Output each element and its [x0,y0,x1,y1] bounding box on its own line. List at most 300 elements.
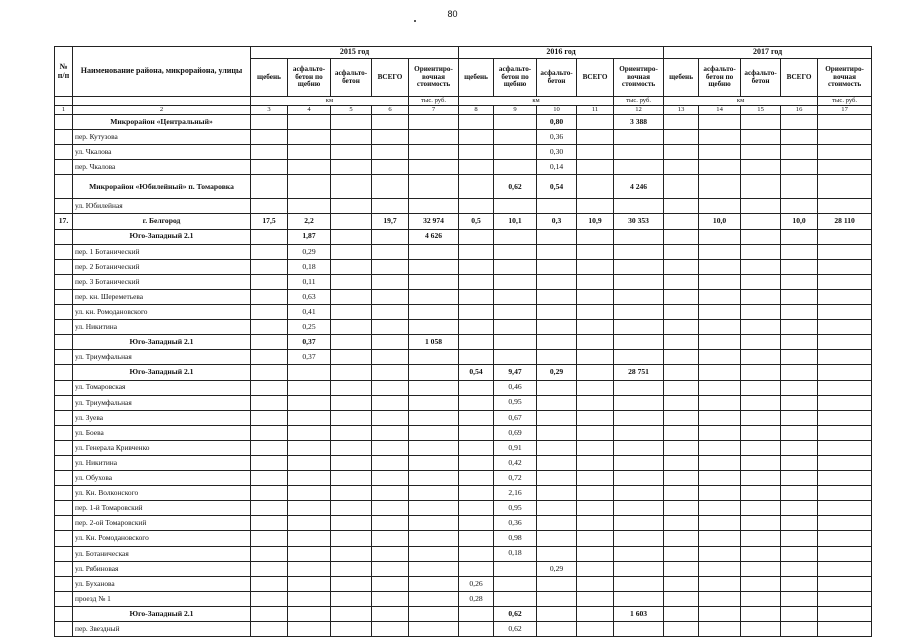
value-cell [459,606,494,621]
value-cell: 0,46 [494,380,537,395]
street-name: ул. Томаровская [73,380,251,395]
value-cell [459,440,494,455]
sub-header: асфальто-бетон [537,59,577,97]
value-cell [459,425,494,440]
table-row [55,606,872,621]
value-cell [577,350,614,365]
value-cell [459,546,494,561]
row-number [55,591,73,606]
value-cell [818,591,872,606]
value-cell [577,501,614,516]
value-cell [331,395,372,410]
value-cell [288,145,331,160]
value-cell [459,501,494,516]
table-body [55,115,872,637]
value-cell [577,130,614,145]
column-number: 7 [409,106,459,115]
value-cell [818,259,872,274]
value-cell [741,175,781,199]
value-cell [577,365,614,380]
unit-km: км [459,97,614,106]
value-cell [664,115,699,130]
value-cell [781,486,818,501]
value-cell [372,561,409,576]
table-row [55,259,872,274]
value-cell [331,130,372,145]
value-cell [372,546,409,561]
value-cell [614,380,664,395]
value-cell [664,160,699,175]
value-cell: 0,41 [288,305,331,320]
value-cell [781,516,818,531]
value-cell [459,130,494,145]
row-number [55,244,73,259]
value-cell: 0,36 [494,516,537,531]
value-cell [818,160,872,175]
street-name: ул. Кн. Ромодановского [73,531,251,546]
value-cell [781,531,818,546]
street-name: проезд № 1 [73,591,251,606]
value-cell: 30 353 [614,214,664,229]
value-cell [577,115,614,130]
value-cell [459,486,494,501]
value-cell [288,115,331,130]
value-cell: 0,37 [288,335,331,350]
value-cell [251,289,288,304]
value-cell [781,244,818,259]
value-cell [664,274,699,289]
value-cell [614,395,664,410]
value-cell [251,115,288,130]
value-cell [537,395,577,410]
year-header-row [55,47,872,59]
value-cell [664,229,699,244]
value-cell [664,175,699,199]
row-number [55,576,73,591]
value-cell [781,350,818,365]
value-cell [331,531,372,546]
value-cell [331,199,372,214]
value-cell [818,130,872,145]
value-cell [577,395,614,410]
value-cell [288,591,331,606]
district-name: г. Белгород [73,214,251,229]
value-cell [664,380,699,395]
row-number [55,395,73,410]
table-row [55,561,872,576]
value-cell [699,471,741,486]
value-cell [331,591,372,606]
value-cell [537,229,577,244]
value-cell: 0,54 [459,365,494,380]
value-cell: 10,1 [494,214,537,229]
sub-header: Ориентиро-вочная стоимость [818,59,872,97]
sub-header: асфальто-бетон [741,59,781,97]
value-cell [331,622,372,637]
value-cell [459,175,494,199]
value-cell [409,305,459,320]
value-cell [577,576,614,591]
value-cell [781,576,818,591]
value-cell [818,365,872,380]
value-cell [818,115,872,130]
value-cell: 1 603 [614,606,664,621]
value-cell [251,606,288,621]
value-cell [331,561,372,576]
value-cell [288,395,331,410]
value-cell [288,175,331,199]
value-cell [409,259,459,274]
column-number: 13 [664,106,699,115]
column-number: 8 [459,106,494,115]
value-cell [409,486,459,501]
value-cell [251,440,288,455]
value-cell [577,274,614,289]
street-name: ул. Генерала Кривченко [73,440,251,455]
street-name: пер. кн. Шереметьева [73,289,251,304]
value-cell [577,335,614,350]
table-row [55,531,872,546]
value-cell [331,274,372,289]
value-cell [409,244,459,259]
value-cell [459,274,494,289]
sub-header: ВСЕГО [372,59,409,97]
value-cell [741,546,781,561]
value-cell [699,175,741,199]
value-cell: 0,95 [494,395,537,410]
value-cell [741,471,781,486]
value-cell: 0,62 [494,606,537,621]
street-name: ул. Никитина [73,320,251,335]
value-cell [537,501,577,516]
value-cell [818,410,872,425]
value-cell [818,516,872,531]
value-cell [372,531,409,546]
row-number [55,350,73,365]
value-cell [409,531,459,546]
value-cell [409,425,459,440]
table-row [55,410,872,425]
table-row [55,320,872,335]
row-number [55,259,73,274]
street-name: пер. Звездный [73,622,251,637]
value-cell [372,115,409,130]
row-number [55,145,73,160]
value-cell [251,145,288,160]
table-row [55,274,872,289]
street-name: пер. 2 Ботанический [73,259,251,274]
value-cell [741,289,781,304]
value-cell [251,410,288,425]
value-cell [781,115,818,130]
value-cell [494,350,537,365]
value-cell [577,160,614,175]
value-cell [699,455,741,470]
value-cell [781,591,818,606]
value-cell [741,130,781,145]
value-cell [409,546,459,561]
value-cell [699,244,741,259]
value-cell [251,259,288,274]
value-cell [699,305,741,320]
value-cell [459,259,494,274]
value-cell [614,440,664,455]
value-cell [781,471,818,486]
table-row [55,486,872,501]
street-name: ул. Ботаническая [73,546,251,561]
value-cell [459,289,494,304]
value-cell [614,320,664,335]
value-cell: 9,47 [494,365,537,380]
value-cell [577,229,614,244]
table-row [55,305,872,320]
district-name: Юго-Западный 2.1 [73,365,251,380]
value-cell [331,471,372,486]
table-row [55,591,872,606]
value-cell [577,320,614,335]
street-name: ул. Боева [73,425,251,440]
value-cell [614,546,664,561]
table-row [55,455,872,470]
table-row [55,115,872,130]
value-cell [741,516,781,531]
value-cell [288,160,331,175]
value-cell [741,622,781,637]
value-cell: 4 246 [614,175,664,199]
sub-header: щебень [251,59,288,97]
value-cell [537,516,577,531]
value-cell [781,622,818,637]
value-cell [459,622,494,637]
value-cell [251,516,288,531]
value-cell: 2,16 [494,486,537,501]
sub-header: ВСЕГО [781,59,818,97]
value-cell [372,425,409,440]
value-cell [372,175,409,199]
value-cell [494,259,537,274]
value-cell: 4 626 [409,229,459,244]
value-cell [288,380,331,395]
value-cell [331,305,372,320]
value-cell [372,320,409,335]
value-cell [741,561,781,576]
year-2016-header: 2016 год [459,47,664,59]
sub-header: щебень [459,59,494,97]
value-cell [577,486,614,501]
value-cell [664,259,699,274]
value-cell [664,622,699,637]
value-cell [459,244,494,259]
value-cell [664,305,699,320]
value-cell [741,591,781,606]
value-cell: 3 388 [614,115,664,130]
value-cell [577,622,614,637]
value-cell [459,531,494,546]
value-cell [741,145,781,160]
value-cell [251,160,288,175]
value-cell [251,350,288,365]
value-cell [781,501,818,516]
value-cell: 0,11 [288,274,331,289]
value-cell [781,259,818,274]
value-cell: 1 058 [409,335,459,350]
value-cell [818,622,872,637]
street-name: пер. 3 Ботанический [73,274,251,289]
value-cell [577,440,614,455]
value-cell [372,455,409,470]
column-number: 11 [577,106,614,115]
value-cell [459,335,494,350]
value-cell [459,160,494,175]
value-cell [251,591,288,606]
value-cell: 0,62 [494,175,537,199]
value-cell [781,274,818,289]
value-cell: 0,54 [537,175,577,199]
value-cell [537,335,577,350]
value-cell [699,576,741,591]
value-cell [288,199,331,214]
value-cell [459,380,494,395]
value-cell [409,350,459,365]
value-cell [664,365,699,380]
value-cell [614,591,664,606]
table-row [55,365,872,380]
value-cell [577,606,614,621]
value-cell [818,471,872,486]
value-cell [699,335,741,350]
value-cell [614,501,664,516]
value-cell [537,274,577,289]
value-cell [699,289,741,304]
col-num-header: № п/п [55,47,73,97]
value-cell [699,115,741,130]
value-cell [372,229,409,244]
street-name: ул. Триумфальная [73,395,251,410]
value-cell [537,380,577,395]
value-cell [699,274,741,289]
value-cell [664,350,699,365]
value-cell [537,576,577,591]
value-cell [818,606,872,621]
value-cell [699,440,741,455]
value-cell [537,305,577,320]
district-name: Юго-Западный 2.1 [73,335,251,350]
value-cell [741,395,781,410]
value-cell: 10,9 [577,214,614,229]
table-row [55,516,872,531]
value-cell [741,305,781,320]
value-cell [331,115,372,130]
value-cell [372,274,409,289]
value-cell [741,214,781,229]
table-row [55,289,872,304]
table-row [55,576,872,591]
unit-rub: тыс. руб. [818,97,872,106]
value-cell [251,455,288,470]
value-cell [459,320,494,335]
value-cell [781,546,818,561]
value-cell [331,365,372,380]
value-cell [409,395,459,410]
value-cell: 32 974 [409,214,459,229]
value-cell [494,229,537,244]
value-cell [741,576,781,591]
value-cell: 0,63 [288,289,331,304]
value-cell [664,501,699,516]
value-cell: 0,29 [537,561,577,576]
value-cell [699,606,741,621]
value-cell [494,160,537,175]
value-cell [372,395,409,410]
value-cell [331,350,372,365]
sub-header: Ориентиро-вочная стоимость [614,59,664,97]
value-cell [577,199,614,214]
value-cell [664,576,699,591]
value-cell [288,561,331,576]
value-cell [781,335,818,350]
row-number [55,425,73,440]
value-cell [781,145,818,160]
value-cell [372,471,409,486]
value-cell [372,145,409,160]
value-cell [741,115,781,130]
value-cell [664,591,699,606]
value-cell: 0,42 [494,455,537,470]
value-cell [331,160,372,175]
row-number [55,561,73,576]
value-cell [409,175,459,199]
value-cell [614,350,664,365]
value-cell [699,591,741,606]
value-cell: 0,29 [537,365,577,380]
value-cell [409,115,459,130]
value-cell [818,380,872,395]
value-cell [818,576,872,591]
row-number [55,455,73,470]
value-cell [614,410,664,425]
value-cell [741,531,781,546]
value-cell: 28 751 [614,365,664,380]
value-cell [409,365,459,380]
table-row [55,622,872,637]
value-cell [781,175,818,199]
value-cell [781,380,818,395]
value-cell [537,486,577,501]
row-number [55,130,73,145]
value-cell [251,305,288,320]
value-cell [577,591,614,606]
value-cell [288,486,331,501]
value-cell [818,546,872,561]
value-cell [818,289,872,304]
value-cell [537,606,577,621]
value-cell [288,546,331,561]
value-cell [741,440,781,455]
table-row [55,425,872,440]
district-name: Микрорайон «Юбилейный» п. Томаровка [73,175,251,199]
value-cell [459,471,494,486]
value-cell [331,380,372,395]
value-cell [331,516,372,531]
value-cell [372,160,409,175]
value-cell [459,561,494,576]
column-number: 15 [741,106,781,115]
value-cell [251,425,288,440]
value-cell [537,471,577,486]
value-cell [818,395,872,410]
street-name: пер. Чкалова [73,160,251,175]
street-name: ул. Буханова [73,576,251,591]
